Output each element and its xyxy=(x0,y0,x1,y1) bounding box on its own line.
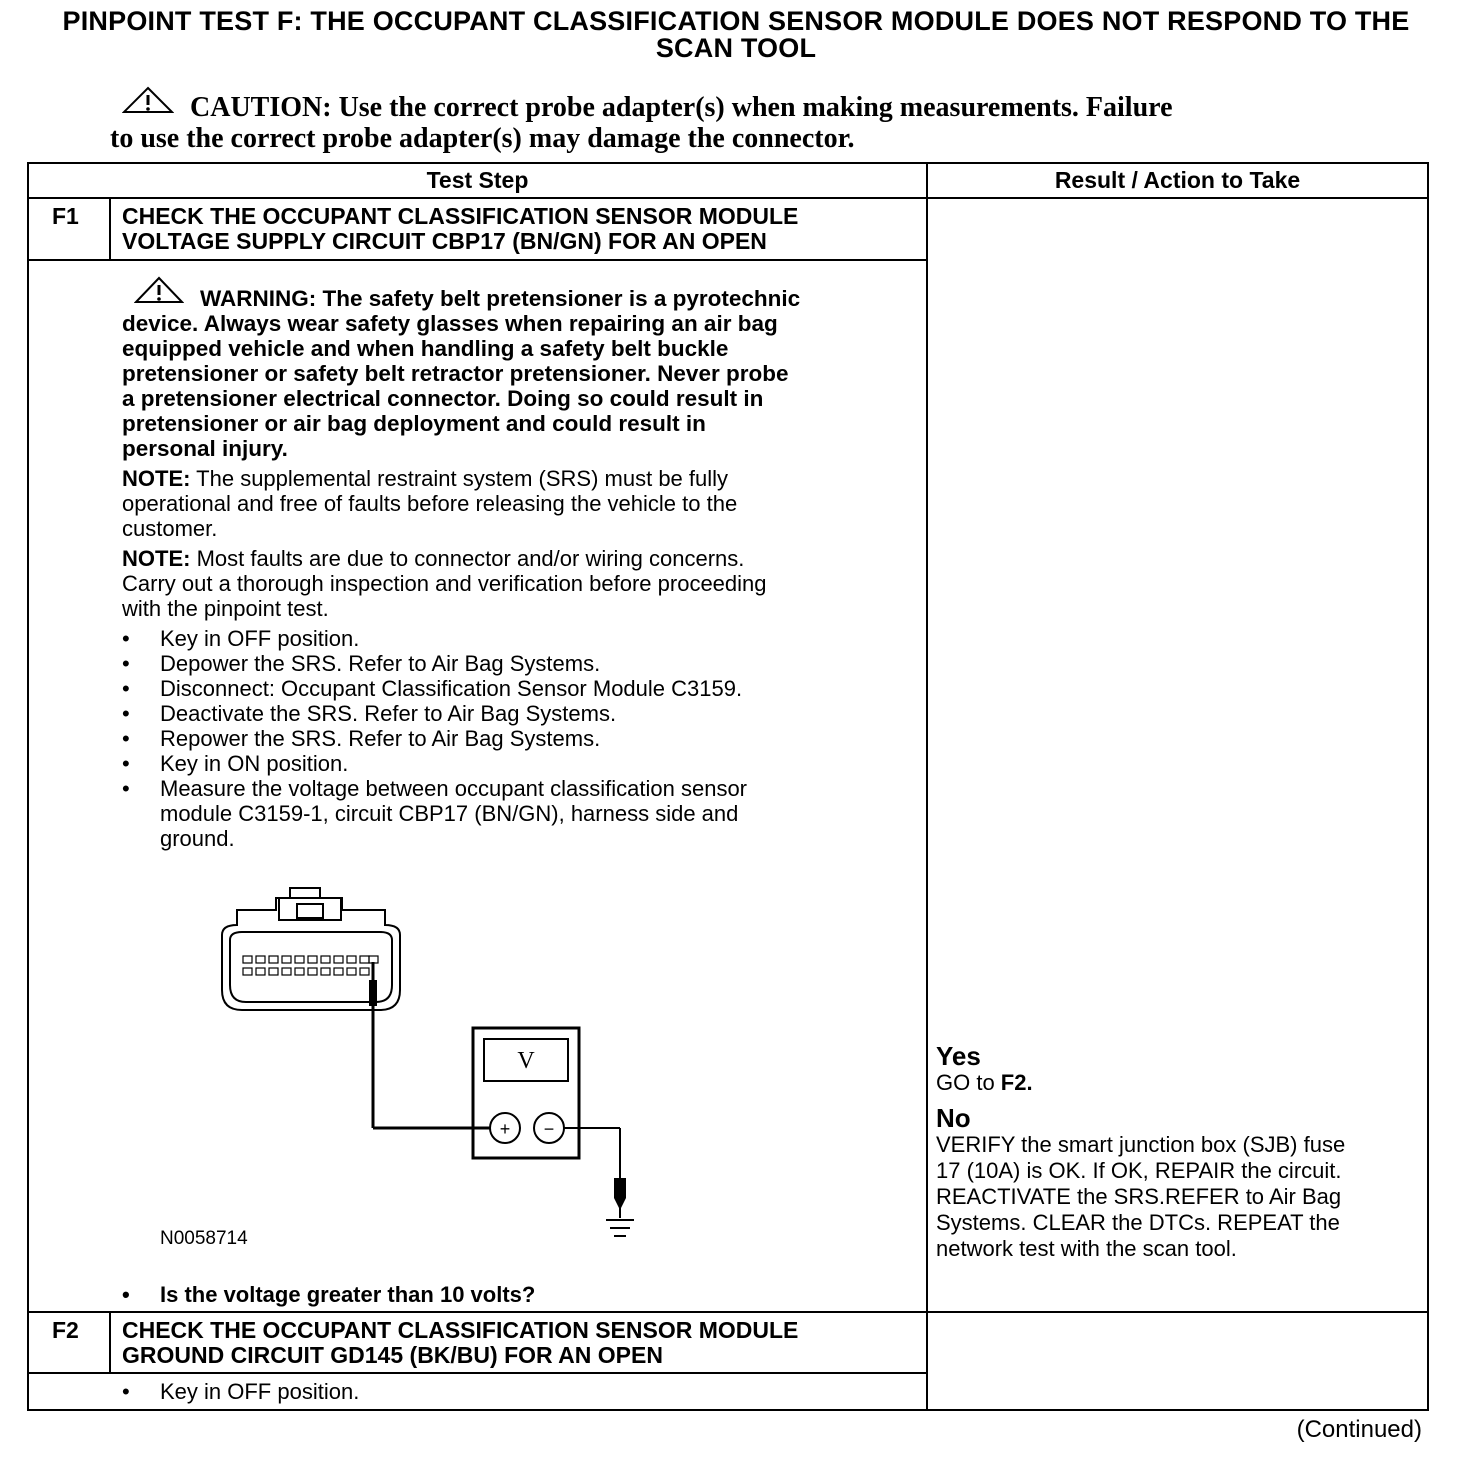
note-srs-line-2: operational and free of faults before releasing the vehicle to the xyxy=(122,491,738,516)
measure-line-2: module C3159-1, circuit CBP17 (BN/GN), harness side and xyxy=(160,801,739,826)
no-line-1: VERIFY the smart junction box (SJB) fuse xyxy=(936,1132,1346,1157)
yes-target-link[interactable]: F2. xyxy=(1000,1070,1033,1095)
note-srs-line-1: The supplemental restraint system (SRS) must be fully xyxy=(190,466,729,491)
warning-line-1: WARNING: The safety belt pretensioner is a pyrotechnic xyxy=(200,286,801,311)
caution-block xyxy=(110,92,1330,154)
f1-number: F1 xyxy=(52,203,79,229)
no-line-4: Systems. CLEAR the DTCs. REPEAT the xyxy=(936,1210,1340,1235)
column-divider xyxy=(926,162,928,1411)
note-faults-line-3: with the pinpoint test. xyxy=(122,596,329,621)
note-srs xyxy=(122,466,892,541)
f2-heading-line-2: GROUND CIRCUIT GD145 (BK/BU) FOR AN OPEN xyxy=(122,1342,663,1368)
warning-line-3: equipped vehicle and when handling a safety belt buckle xyxy=(122,336,729,361)
warning-line-6: pretensioner or air bag deployment and could result in xyxy=(122,411,706,436)
f1-heading-rule xyxy=(27,259,927,261)
connector-pin-cavities xyxy=(243,956,378,975)
f2-heading xyxy=(122,1318,912,1368)
warning-line-5: a pretensioner electrical connector. Doing so could result in xyxy=(122,386,764,411)
measure-line-1: • Measure the voltage between occupant classification sensor xyxy=(160,776,748,801)
f1-heading-line-1: CHECK THE OCCUPANT CLASSIFICATION SENSOR MODULE xyxy=(122,203,799,229)
f2-number-divider xyxy=(109,1311,111,1373)
list-item: • Key in ON position. xyxy=(122,751,882,776)
warning-line-7: personal injury. xyxy=(122,436,288,461)
header-rule xyxy=(27,197,1429,199)
note-faults-label: NOTE: xyxy=(122,546,191,571)
continued-label: (Continued) xyxy=(1296,1416,1422,1443)
f1-heading-line-2: VOLTAGE SUPPLY CIRCUIT CBP17 (BN/GN) FOR AN OPEN xyxy=(122,228,767,254)
page-title xyxy=(0,8,1472,62)
f1-number-divider xyxy=(109,197,111,260)
header-test-step: Test Step xyxy=(426,167,529,193)
caution-triangle-icon xyxy=(122,86,174,114)
f1-procedure-list xyxy=(122,626,882,851)
meter-plus-terminal: + xyxy=(499,1119,511,1139)
probe-lead-negative xyxy=(564,1128,620,1218)
voltage-measurement-diagram xyxy=(200,880,660,1250)
ground-probe-tip xyxy=(614,1178,626,1210)
f1-result xyxy=(936,1042,1420,1262)
title-line-1: PINPOINT TEST F: THE OCCUPANT CLASSIFICATION SENSOR MODULE DOES NOT RESPOND TO THE xyxy=(62,6,1410,36)
header-result: Result / Action to Take xyxy=(1054,167,1301,193)
yes-label: Yes xyxy=(936,1041,981,1071)
probe-tip xyxy=(369,980,377,1006)
warning-triangle-icon xyxy=(134,276,184,304)
list-item: • Repower the SRS. Refer to Air Bag Systems. xyxy=(122,726,882,751)
f2-heading-rule xyxy=(27,1372,927,1374)
meter-minus-terminal: − xyxy=(543,1119,555,1139)
figure-id: N0058714 xyxy=(160,1228,248,1249)
warning-block xyxy=(122,286,912,461)
note-faults xyxy=(122,546,892,621)
list-item: • Deactivate the SRS. Refer to Air Bag Systems. xyxy=(122,701,882,726)
f1-end-rule xyxy=(27,1311,1429,1313)
yes-action xyxy=(936,1070,1420,1096)
meter-label: V xyxy=(517,1048,535,1074)
f1-heading xyxy=(122,204,912,254)
note-faults-line-2: Carry out a thorough inspection and verification before proceeding xyxy=(122,571,767,596)
no-label: No xyxy=(936,1103,971,1133)
list-item: • Disconnect: Occupant Classification Sensor Module C3159. xyxy=(122,676,882,701)
caution-text-2: to use the correct probe adapter(s) may damage the connector. xyxy=(110,123,855,154)
note-faults-line-1: Most faults are due to connector and/or wiring concerns. xyxy=(190,546,745,571)
warning-line-4: pretensioner or safety belt retractor pretensioner. Never probe xyxy=(122,361,789,386)
voltmeter xyxy=(473,1028,579,1158)
title-line-2: SCAN TOOL xyxy=(655,33,817,63)
f1-question: • Is the voltage greater than 10 volts? xyxy=(122,1282,535,1307)
no-line-2: 17 (10A) is OK. If OK, REPAIR the circuit. xyxy=(936,1158,1342,1183)
caution-label: CAUTION: xyxy=(190,92,332,123)
yes-text: GO to xyxy=(936,1070,1001,1095)
f2-step-1: • Key in OFF position. xyxy=(122,1379,359,1404)
list-item-measure xyxy=(122,776,882,851)
f2-number: F2 xyxy=(52,1317,79,1343)
warning-line-2: device. Always wear safety glasses when repairing an air bag xyxy=(122,311,778,336)
f2-heading-line-1: CHECK THE OCCUPANT CLASSIFICATION SENSOR MODULE xyxy=(122,1317,799,1343)
no-line-3: REACTIVATE the SRS.REFER to Air Bag xyxy=(936,1184,1342,1209)
note-srs-line-3: customer. xyxy=(122,516,218,541)
list-item: • Key in OFF position. xyxy=(122,626,882,651)
list-item: • Depower the SRS. Refer to Air Bag Systems. xyxy=(122,651,882,676)
measure-line-3: ground. xyxy=(160,826,235,851)
note-srs-label: NOTE: xyxy=(122,466,191,491)
no-line-5: network test with the scan tool. xyxy=(936,1236,1237,1261)
caution-text-1: Use the correct probe adapter(s) when making measurements. Failure xyxy=(338,92,1173,123)
ground-symbol-icon xyxy=(606,1220,634,1236)
